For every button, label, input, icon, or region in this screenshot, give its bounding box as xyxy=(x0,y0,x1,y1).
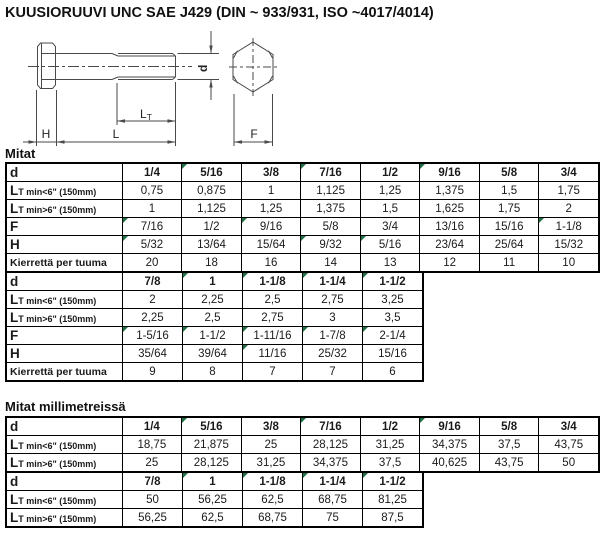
row-label-main: d xyxy=(10,165,19,180)
column-header-cell: 5/8 xyxy=(479,417,539,436)
cell-corner-marker xyxy=(243,473,248,478)
value-cell: 2,5 xyxy=(243,291,303,309)
cell-corner-marker xyxy=(243,273,248,278)
table-row xyxy=(6,436,599,454)
row-label-cell xyxy=(6,236,122,254)
table-row xyxy=(6,417,599,436)
table-row xyxy=(6,472,423,491)
column-header-cell: 1/4 xyxy=(122,417,182,436)
row-label-cell xyxy=(6,182,122,200)
value-cell: 1-1/2 xyxy=(183,327,243,345)
column-header-cell: 3/8 xyxy=(241,163,301,182)
row-label-main: L xyxy=(10,510,19,525)
row-label-cell xyxy=(6,454,122,473)
table-row xyxy=(6,509,423,528)
cell-corner-marker xyxy=(301,164,306,169)
dimension-label-f: F xyxy=(250,127,258,141)
dimension-label-d: d xyxy=(196,64,210,72)
value-cell: 3 xyxy=(303,309,363,327)
cell-corner-marker xyxy=(303,273,308,278)
row-label-cell xyxy=(6,491,123,509)
value-cell: 1/2 xyxy=(182,218,242,236)
row-label-main: L xyxy=(10,183,19,198)
dimension-label-lt: LT xyxy=(140,107,152,122)
value-cell: 9/16 xyxy=(241,218,301,236)
value-cell: 0,75 xyxy=(122,182,181,200)
row-label-cell xyxy=(6,472,123,491)
value-cell: 7 xyxy=(303,363,363,382)
row-label-sub: T min<6" (150mm) xyxy=(18,296,97,306)
mm-table-large-sizes xyxy=(5,471,424,528)
mm-table-small-sizes xyxy=(5,416,600,473)
value-cell: 1-1/8 xyxy=(539,218,599,236)
value-cell: 1,5 xyxy=(360,200,419,218)
dimensions-table-inch xyxy=(5,162,600,382)
value-cell: 2-1/4 xyxy=(363,327,424,345)
cell-corner-marker xyxy=(301,418,306,423)
dimension-lines xyxy=(23,31,273,146)
value-cell: 20 xyxy=(122,254,181,273)
table-row xyxy=(6,345,423,363)
row-label-main: H xyxy=(10,237,20,252)
row-label-sub: T min>6" (150mm) xyxy=(18,459,97,469)
value-cell: 18 xyxy=(182,254,242,273)
table-row xyxy=(6,309,423,327)
row-label-cell xyxy=(6,345,123,363)
row-label-main: F xyxy=(10,328,19,343)
column-header-cell: 1-1/4 xyxy=(303,472,363,491)
cell-corner-marker xyxy=(123,218,128,223)
value-cell: 1,375 xyxy=(420,182,480,200)
value-cell: 7 xyxy=(243,363,303,382)
value-cell: 50 xyxy=(123,491,183,509)
value-cell: 18,75 xyxy=(122,436,182,454)
row-label-sub: T min>6" (150mm) xyxy=(18,205,97,215)
row-label-cell xyxy=(6,200,122,218)
table-row xyxy=(6,491,423,509)
value-cell: 25/32 xyxy=(303,345,363,363)
row-label-main: L xyxy=(10,437,19,452)
cell-corner-marker xyxy=(420,418,425,423)
column-header-cell: 1-1/8 xyxy=(243,472,303,491)
value-cell: 62,5 xyxy=(243,491,303,509)
bolt-side-view xyxy=(28,43,192,89)
cell-corner-marker xyxy=(182,418,187,423)
value-cell: 11/16 xyxy=(243,345,303,363)
value-cell: 87,5 xyxy=(363,509,424,528)
value-cell: 37,5 xyxy=(360,454,420,473)
cell-corner-marker xyxy=(183,327,188,332)
cell-corner-marker xyxy=(242,218,247,223)
row-label-cell xyxy=(6,163,122,182)
value-cell: 1,75 xyxy=(539,182,599,200)
column-header-cell: 3/8 xyxy=(241,417,301,436)
row-label-cell xyxy=(6,272,123,291)
row-label-main: F xyxy=(10,219,19,234)
cell-corner-marker xyxy=(123,236,128,241)
value-cell: 5/16 xyxy=(360,236,419,254)
column-header-cell: 3/4 xyxy=(539,163,599,182)
value-cell: 5/32 xyxy=(122,236,181,254)
row-label-cell xyxy=(6,309,123,327)
value-cell: 13/16 xyxy=(420,218,480,236)
row-label-cell xyxy=(6,509,123,528)
value-cell: 43,75 xyxy=(539,436,599,454)
value-cell: 6 xyxy=(363,363,424,382)
table-row xyxy=(6,363,423,382)
table-row xyxy=(6,272,423,291)
value-cell: 9 xyxy=(123,363,183,382)
row-label-main: L xyxy=(10,201,19,216)
value-cell: 1,375 xyxy=(301,200,361,218)
value-cell: 11 xyxy=(479,254,539,273)
value-cell: 10 xyxy=(539,254,599,273)
row-label-sub: T min<6" (150mm) xyxy=(18,441,97,451)
table-row xyxy=(6,254,599,273)
page-title: KUUSIORUUVI UNC SAE J429 (DIN ~ 933/931, ISO ~4017/4014) xyxy=(5,5,434,21)
value-cell: 1,25 xyxy=(241,200,301,218)
cell-corner-marker xyxy=(363,473,368,478)
value-cell: 1 xyxy=(122,200,181,218)
table-row xyxy=(6,454,599,473)
dimension-label-h: H xyxy=(41,127,51,141)
column-header-cell: 9/16 xyxy=(420,163,480,182)
row-label-cell xyxy=(6,363,123,382)
table-row xyxy=(6,291,423,309)
row-label-sub: T min<6" (150mm) xyxy=(18,496,97,506)
value-cell: 34,375 xyxy=(420,436,480,454)
row-label-main: d xyxy=(10,274,19,289)
cell-corner-marker xyxy=(183,273,188,278)
row-label-cell xyxy=(6,436,122,454)
row-label-main: L xyxy=(10,310,19,325)
row-label-cell xyxy=(6,218,122,236)
row-label-cell xyxy=(6,291,123,309)
table-row xyxy=(6,182,599,200)
table-row xyxy=(6,236,599,254)
bolt-head-front-view xyxy=(229,38,277,96)
value-cell: 68,75 xyxy=(243,509,303,528)
value-cell: 31,25 xyxy=(241,454,301,473)
value-cell: 28,125 xyxy=(301,436,361,454)
value-cell: 3/4 xyxy=(360,218,419,236)
value-cell: 43,75 xyxy=(479,454,539,473)
value-cell: 25/64 xyxy=(479,236,539,254)
value-cell: 23/64 xyxy=(420,236,480,254)
column-header-cell: 9/16 xyxy=(420,417,480,436)
value-cell: 1-11/16 xyxy=(243,327,303,345)
value-cell: 2,25 xyxy=(123,309,183,327)
value-cell: 3,5 xyxy=(363,309,424,327)
value-cell: 14 xyxy=(301,254,361,273)
value-cell: 15/64 xyxy=(241,236,301,254)
table-row xyxy=(6,327,423,345)
cell-corner-marker xyxy=(363,327,368,332)
value-cell: 1,25 xyxy=(360,182,419,200)
value-cell: 25 xyxy=(122,454,182,473)
column-header-cell: 5/16 xyxy=(182,163,242,182)
column-header-cell: 7/8 xyxy=(123,472,183,491)
cell-corner-marker xyxy=(303,473,308,478)
cell-corner-marker xyxy=(243,345,248,350)
value-cell: 2 xyxy=(539,200,599,218)
value-cell: 3,25 xyxy=(363,291,424,309)
cell-corner-marker xyxy=(363,273,368,278)
cell-corner-marker xyxy=(243,327,248,332)
dimensions-table-mm xyxy=(5,416,600,528)
dimension-label-l: L xyxy=(112,127,120,141)
value-cell: 25 xyxy=(241,436,301,454)
value-cell: 28,125 xyxy=(182,454,242,473)
value-cell: 8 xyxy=(183,363,243,382)
column-header-cell: 1 xyxy=(183,272,243,291)
value-cell: 21,875 xyxy=(182,436,242,454)
column-header-cell: 3/4 xyxy=(539,417,599,436)
value-cell: 12 xyxy=(420,254,480,273)
value-cell: 40,625 xyxy=(420,454,480,473)
value-cell: 1,75 xyxy=(479,200,539,218)
value-cell: 50 xyxy=(539,454,599,473)
value-cell: 1-7/8 xyxy=(303,327,363,345)
value-cell: 2 xyxy=(123,291,183,309)
row-label-main: H xyxy=(10,346,20,361)
value-cell: 1,125 xyxy=(301,182,361,200)
column-header-cell: 7/16 xyxy=(301,163,361,182)
row-label-main: d xyxy=(10,419,19,434)
value-cell: 0,875 xyxy=(182,182,242,200)
value-cell: 15/16 xyxy=(479,218,539,236)
cell-corner-marker xyxy=(182,164,187,169)
column-header-cell: 1-1/4 xyxy=(303,272,363,291)
column-header-cell: 5/8 xyxy=(479,163,539,182)
value-cell: 9/32 xyxy=(301,236,361,254)
section-heading-inch: Mitat xyxy=(5,146,36,161)
value-cell: 13/64 xyxy=(182,236,242,254)
value-cell: 15/32 xyxy=(539,236,599,254)
table-row xyxy=(6,163,599,182)
row-label-sub: Kierrettä per tuuma xyxy=(10,256,107,269)
inch-table-small-sizes xyxy=(5,162,600,273)
value-cell: 1,625 xyxy=(420,200,480,218)
value-cell: 2,25 xyxy=(183,291,243,309)
dimension-arrowheads xyxy=(29,46,273,144)
value-cell: 5/8 xyxy=(301,218,361,236)
column-header-cell: 1-1/2 xyxy=(363,472,424,491)
column-header-cell: 1-1/8 xyxy=(243,272,303,291)
cell-corner-marker xyxy=(183,473,188,478)
value-cell: 1,125 xyxy=(182,200,242,218)
value-cell: 81,25 xyxy=(363,491,424,509)
row-label-main: L xyxy=(10,455,19,470)
inch-table-large-sizes xyxy=(5,271,424,382)
value-cell: 2,75 xyxy=(243,309,303,327)
value-cell: 16 xyxy=(241,254,301,273)
bolt-technical-drawing xyxy=(0,26,300,150)
column-header-cell: 1-1/2 xyxy=(363,272,424,291)
value-cell: 35/64 xyxy=(123,345,183,363)
value-cell: 1-5/16 xyxy=(123,327,183,345)
value-cell: 75 xyxy=(303,509,363,528)
value-cell: 56,25 xyxy=(183,491,243,509)
value-cell: 62,5 xyxy=(183,509,243,528)
column-header-cell: 1 xyxy=(183,472,243,491)
value-cell: 7/16 xyxy=(122,218,181,236)
row-label-sub: T min>6" (150mm) xyxy=(18,314,97,324)
cell-corner-marker xyxy=(303,327,308,332)
value-cell: 34,375 xyxy=(301,454,361,473)
value-cell: 37,5 xyxy=(479,436,539,454)
column-header-cell: 1/2 xyxy=(360,417,420,436)
value-cell: 56,25 xyxy=(123,509,183,528)
cell-corner-marker xyxy=(539,218,544,223)
row-label-cell xyxy=(6,417,122,436)
cell-corner-marker xyxy=(301,236,306,241)
column-header-cell: 1/2 xyxy=(360,163,419,182)
value-cell: 2,75 xyxy=(303,291,363,309)
column-header-cell: 7/16 xyxy=(301,417,361,436)
row-label-main: L xyxy=(10,492,19,507)
cell-corner-marker xyxy=(123,327,128,332)
row-label-main: L xyxy=(10,292,19,307)
row-label-sub: T min>6" (150mm) xyxy=(18,514,97,524)
value-cell: 31,25 xyxy=(360,436,420,454)
value-cell: 68,75 xyxy=(303,491,363,509)
column-header-cell: 5/16 xyxy=(182,417,242,436)
row-label-sub: Kierrettä per tuuma xyxy=(10,365,107,378)
value-cell: 2,5 xyxy=(183,309,243,327)
column-header-cell: 1/4 xyxy=(122,163,181,182)
value-cell: 13 xyxy=(360,254,419,273)
value-cell: 39/64 xyxy=(183,345,243,363)
value-cell: 15/16 xyxy=(363,345,424,363)
table-row xyxy=(6,200,599,218)
row-label-cell xyxy=(6,327,123,345)
value-cell: 1 xyxy=(241,182,301,200)
row-label-main: d xyxy=(10,474,19,489)
row-label-cell xyxy=(6,254,122,273)
column-header-cell: 7/8 xyxy=(123,272,183,291)
cell-corner-marker xyxy=(361,236,366,241)
cell-corner-marker xyxy=(420,164,425,169)
value-cell: 1,5 xyxy=(479,182,539,200)
row-label-sub: T min<6" (150mm) xyxy=(18,187,97,197)
section-heading-mm: Mitat millimetreissä xyxy=(5,399,126,414)
table-row xyxy=(6,218,599,236)
